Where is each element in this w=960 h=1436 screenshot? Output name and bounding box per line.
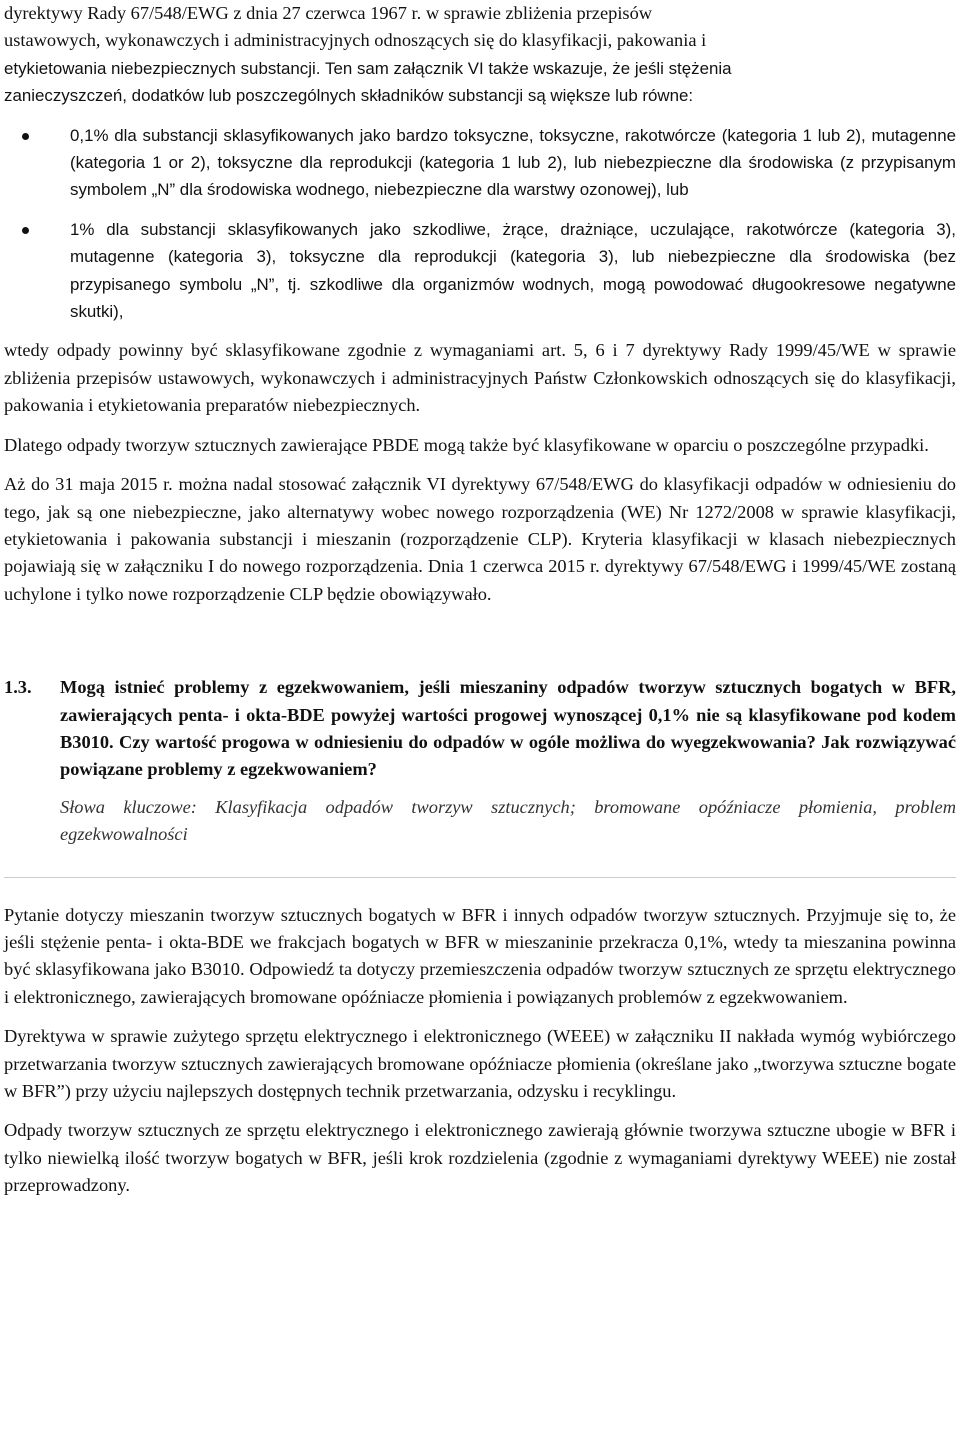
bullet-icon xyxy=(22,227,29,234)
section-heading xyxy=(4,674,956,784)
intro-line-3a: etykietowania niebezpiecznych substancji. xyxy=(4,58,321,78)
document-page xyxy=(4,0,956,1200)
answer-paragraph-1: Pytanie dotyczy mieszanin tworzyw sztucznych bogatych w BFR i innych odpadów tworzyw sztucznych. Przyjmuje się to, że jeśli stężenie penta- i okta-BDE we frakcjach bogatych w BFR w mieszaninie przekracza 0,1%, wtedy ta mieszanina powinna być sklasyfikowana jako B3010. Odpowiedź ta dotyczy przemieszczenia odpadów tworzyw sztucznych ze sprzętu elektrycznego i elektronicznego, zawierających bromowane opóźniacze płomienia i powiązanych problemów z egzekwowaniem. xyxy=(4,904,956,1007)
answer-paragraph-2: Dyrektywa w sprawie zużytego sprzętu elektrycznego i elektronicznego (WEEE) w załączniku II nakłada wymóg wybiórczego przetwarzania tworzyw sztucznych zawierających bromowane opóźniacze płomienia (określane jako „tworzywa sztuczne bogate w BFR”) przy użyciu najlepszych dostępnych technik przetwarzania, odzysku i recyklingu. xyxy=(4,1026,956,1101)
section-divider xyxy=(4,877,956,878)
intro-paragraph xyxy=(4,0,956,110)
section-number: 1.3. xyxy=(4,677,32,698)
intro-line-1: dyrektywy Rady 67/548/EWG z dnia 27 czerwca 1967 r. w sprawie zbliżenia przepisów xyxy=(4,3,653,23)
paragraph-wtedy: wtedy odpady powinny być sklasyfikowane zgodnie z wymaganiami art. 5, 6 i 7 dyrektywy Rady 1999/45/WE w sprawie zbliżenia przepisów ustawowych, wykonawczych i administracyjnych Państw Członkowskich odnoszących się do klasyfikacji, pakowania i etykietowania preparatów niebezpiecznych. xyxy=(4,340,956,416)
threshold-list xyxy=(4,122,956,326)
bullet-icon xyxy=(22,133,29,140)
list-item xyxy=(4,216,956,326)
answer-paragraph-3: Odpady tworzyw sztucznych ze sprzętu elektrycznego i elektronicznego zawierają głównie tworzywa sztuczne ubogie w BFR i tylko niewielką ilość tworzyw bogatych w BFR, jeśli krok rozdzielenia (zgodnie z wymaganiami dyrektywy WEEE) nie został przeprowadzony. xyxy=(4,1120,956,1196)
paragraph-dlatego: Dlatego odpady tworzyw sztucznych zawierające PBDE mogą także być klasyfikowane w oparciu o poszczególne przypadki. xyxy=(4,434,929,455)
section-question: Mogą istnieć problemy z egzekwowaniem, jeśli mieszaniny odpadów tworzyw sztucznych bogatych w BFR, zawierających penta- i okta-BDE powyżej wartości progowej wynoszącej 0,1% nie są klasyfikowane pod kodem B3010. Czy wartość progowa w odniesieniu do odpadów w ogóle możliwa do wyegzekwowania? Jak rozwiązywać powiązane problemy z egzekwowaniem? xyxy=(60,677,956,780)
section-keywords: Słowa kluczowe: Klasyfikacja odpadów tworzyw sztucznych; bromowane opóźniacze płomienia, problem egzekwowalności xyxy=(60,796,956,845)
list-item-text: 1% dla substancji sklasyfikowanych jako szkodliwe, żrące, drażniące, uczulające, rakotwórcze (kategoria 3), mutagenne (kategoria 3), toksyczne dla reprodukcji (kategoria 3), lub niebezpieczne dla środowiska (bez przypisanego symbolu „N”, tj. szkodliwe dla organizmów wodnych, mogą powodować długookresowe negatywne skutki), xyxy=(70,219,956,322)
intro-line-4: zanieczyszczeń, dodatków lub poszczególnych składników substancji są większe lub równe: xyxy=(4,86,694,106)
intro-line-2: ustawowych, wykonawczych i administracyjnych odnoszących się do klasyfikacji, pakowania i xyxy=(4,30,707,51)
list-item-text: 0,1% dla substancji sklasyfikowanych jako bardzo toksyczne, toksyczne, rakotwórcze (kategoria 1 lub 2), mutagenne (kategoria 1 or 2), toksyczne dla reprodukcji (kategoria 1 lub 2), lub niebezpieczne dla środowiska (z przypisanym symbolem „N” dla środowiska wodnego, niebezpieczne dla warstwy ozonowej), lub xyxy=(70,125,956,200)
paragraph-az-do: Aż do 31 maja 2015 r. można nadal stosować załącznik VI dyrektywy 67/548/EWG do klasyfikacji odpadów w odniesieniu do tego, jak są one niebezpieczne, jako alternatywy wobec nowego rozporządzenia (WE) Nr 1272/2008 w sprawie klasyfikacji, etykietowania i pakowania substancji i mieszanin (rozporządzenie CLP). Kryteria klasyfikacji w klasach niebezpiecznych pojawiają się w załączniku I do nowego rozporządzenia. Dnia 1 czerwca 2015 r. dyrektywy 67/548/EWG i 1999/45/WE zostaną uchylone i tylko nowe rozporządzenie CLP będzie obowiązywało. xyxy=(4,474,956,604)
list-item xyxy=(4,122,956,204)
intro-line-3b: Ten sam załącznik VI także wskazuje, że jeśli stężenia xyxy=(325,58,732,78)
